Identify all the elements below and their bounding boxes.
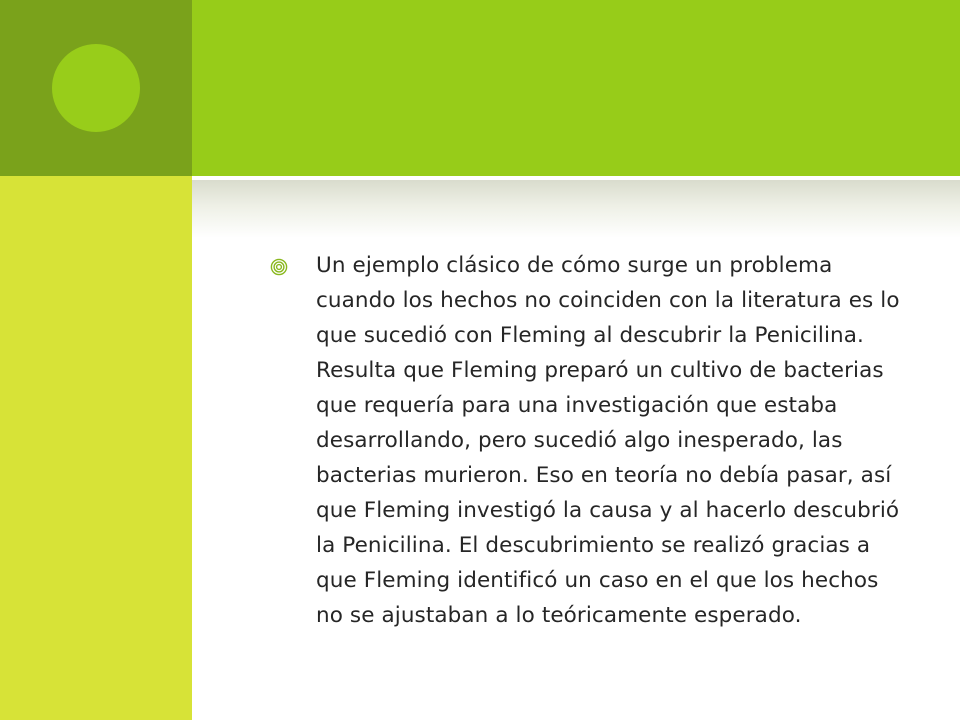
left-decor-strip: [0, 176, 192, 720]
header-band: [192, 0, 960, 176]
decorative-circle: [52, 44, 140, 132]
bullet-text: Un ejemplo clásico de cómo surge un problema cuando los hechos no coinciden con la literatura es lo que sucedió con Fleming al descubrir la Penicilina. Resulta que Fleming preparó un cultivo de bacterias que requería para una investigación que estaba desarrollando, pero sucedió algo inesperado, las bacterias murieron. Eso en teoría no debía pasar, así que Fleming investigó la causa y al hacerlo descubrió la Penicilina. El descubrimiento se realizó gracias a que Fleming identificó un caso en el que los hechos no se ajustaban a lo teóricamente esperado.: [316, 253, 900, 628]
circled-ring-bullet-icon: [270, 258, 288, 276]
corner-decor-block: [0, 0, 192, 176]
content-area: [270, 248, 910, 708]
header-shadow: [192, 180, 960, 238]
bullet-item: [270, 248, 910, 633]
